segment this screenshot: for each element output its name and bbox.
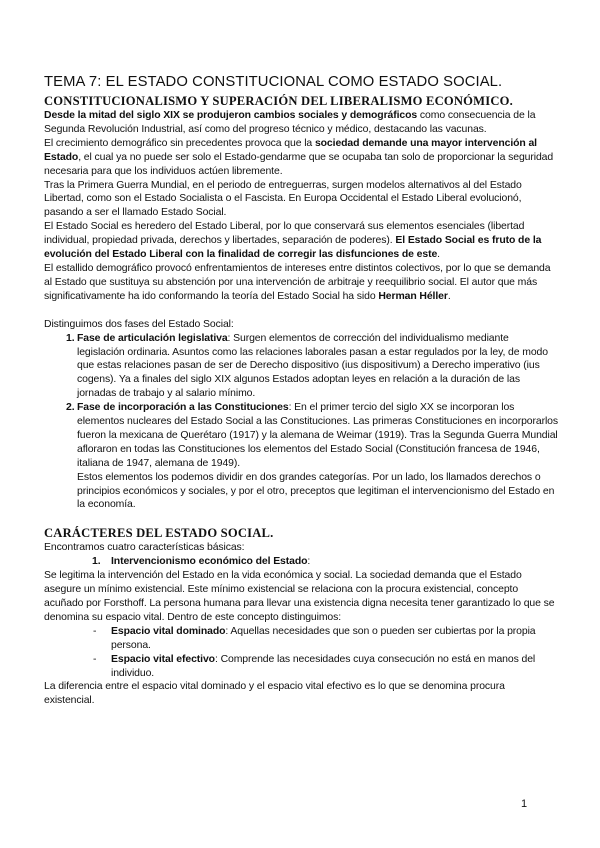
bullet-item: - Espacio vital efectivo: Comprende las necesidades cuya consecución no está en manos del individuo. bbox=[93, 653, 536, 679]
phases-list bbox=[44, 332, 558, 513]
paragraph: Se legitima la intervención del Estado en la vida económica y social. La sociedad demanda que el Estado asegure un mínimo existencial. Este mínimo existencial se relaciona con la procura existencial, concepto acuñado por Forsthoff. La persona humana para llevar una existencia digna necesita tener garantizado lo que se denomina su espacio vital. Dentro de este concepto distinguimos: bbox=[44, 570, 555, 623]
bold-text: sociedad demande una mayor intervención al Estado bbox=[44, 137, 537, 163]
bold-text: Espacio vital efectivo bbox=[111, 653, 215, 665]
paragraph: La diferencia entre el espacio vital dominado y el espacio vital efectivo es lo que se denomina procura existencial. bbox=[44, 681, 505, 707]
paragraph: El estallido demográfico provocó enfrentamientos de intereses entre distintos colectivos, por lo que se demanda al Estado que sustituya su abstención por una intervención de arbitraje y reequilibrio social. El autor que más significativamente ha ido conformando la teoría del Estado Social ha sido Herman Héller. bbox=[44, 262, 551, 302]
bold-text: El Estado Social es fruto de la evolución del Estado Liberal con la finalidad de corregir las disfunciones de este bbox=[44, 235, 542, 261]
bold-text: Desde la mitad del siglo XIX se produjeron cambios sociales y demográficos bbox=[44, 110, 418, 121]
paragraph: El crecimiento demográfico sin precedentes provoca que la sociedad demande una mayor intervención al Estado, el cual ya no puede ser solo el Estado-gendarme que se ocupaba tan solo de proporcionar la seguridad necesaria para que los individuos actúen libremente. bbox=[44, 137, 554, 177]
list-item: 2. Fase de incorporación a las Constituciones: En el primer tercio del siglo XX se incorporan los elementos nucleares del Estado Social a las Constituciones. Las primeras Constituciones en incorporarlos fueron la mexicana de Querétaro (1917) y la alemana de Weimar (1919). Tras la Segunda Guerra Mundial afloraron en todas las Constituciones los elementos del Estado Social (Constitución francesa de 1946, italiana de 1947, alemana de 1949). Estos elementos los podemos dividir en dos grandes categorías. Por un lado, los llamados derechos o principios económicos y sociales, y por el otro, preceptos que legitiman el intervencionismo del Estado en la economía. bbox=[66, 402, 558, 511]
characteristic-item: 1. Intervencionismo económico del Estado: bbox=[92, 556, 311, 568]
phases-intro: Distinguimos dos fases del Estado Social: bbox=[44, 318, 234, 330]
list-item-extra: Estos elementos los podemos dividir en dos grandes categorías. Por un lado, los llamados derechos o principios económicos y sociales, y por el otro, preceptos que legitiman el intervencionismo del Estado en la economía. bbox=[77, 471, 555, 511]
list-number: 1. bbox=[92, 556, 101, 568]
bold-text: Fase de incorporación a las Constituciones bbox=[77, 402, 289, 414]
bold-text: Intervencionismo económico del Estado bbox=[111, 556, 308, 568]
page-number: 1 bbox=[521, 798, 528, 810]
section-heading-constitucionalismo: CONSTITUCIONALISMO Y SUPERACIÓN DEL LIBERALISMO ECONÓMICO. bbox=[44, 94, 514, 108]
list-item: 1. Fase de articulación legislativa: Surgen elementos de corrección del individualismo mediante legislación ordinaria. Asuntos como las relaciones laborales pasan a estar regulados por la ley, de modo que estas relaciones pasan de ser de Derecho dispositivo (ius dispositivum) a Derecho imperativo (ius cogens). Ya a finales del siglo XIX algunos Estados adoptan leyes en relación a la duración de las jornadas de trabajo y al salario mínimo. bbox=[66, 332, 548, 400]
bold-text: Espacio vital dominado bbox=[111, 625, 226, 637]
bullet-item: - Espacio vital dominado: Aquellas necesidades que son o pueden ser cubiertas por la propia persona. bbox=[93, 625, 536, 651]
dash-bullet: - bbox=[93, 653, 97, 665]
section-heading-caracteres: CARÁCTERES DEL ESTADO SOCIAL. bbox=[44, 526, 274, 541]
bold-text: Fase de articulación legislativa bbox=[77, 332, 228, 344]
bold-text: Herman Héller bbox=[378, 290, 448, 302]
paragraph: El Estado Social es heredero del Estado Liberal, por lo que conservará sus elementos esenciales (libertad individual, propiedad privada, derechos y libertades, separación de poderes). El Estado Social es fruto de la evolución del Estado Liberal con la finalidad de corregir las disfunciones de este. bbox=[44, 221, 542, 261]
list-number: 2. bbox=[66, 402, 75, 414]
list-number: 1. bbox=[66, 332, 75, 344]
paragraph: Desde la mitad del siglo XIX se produjeron cambios sociales y demográficos como consecuencia de la Segunda Revolución Industrial, así como del progreso técnico y médico, destacando las vacunas. bbox=[44, 110, 536, 135]
document-title: TEMA 7: EL ESTADO CONSTITUCIONAL COMO ESTADO SOCIAL. bbox=[44, 74, 503, 90]
document-page bbox=[44, 74, 558, 708]
characteristics-intro: Encontramos cuatro características básicas: bbox=[44, 542, 245, 554]
paragraph: Tras la Primera Guerra Mundial, en el periodo de entreguerras, surgen modelos alternativos al del Estado Libertad, como son el Estado Socialista o el Fascista. En Europa Occidental el Estado Liberal evolucionó, pasando a ser el llamado Estado Social. bbox=[44, 179, 522, 219]
dash-bullet: - bbox=[93, 625, 97, 637]
